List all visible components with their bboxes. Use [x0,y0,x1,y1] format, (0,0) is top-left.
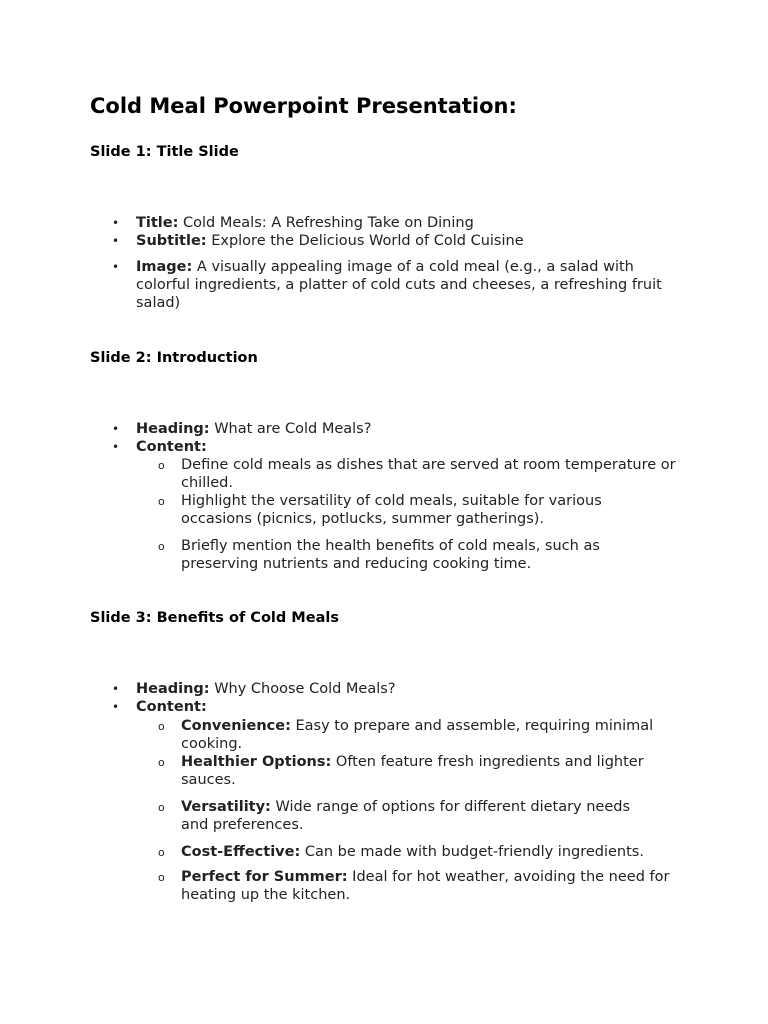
slide-2-content-bullet [136,438,696,456]
bullet-text: Cold Meals: A Refreshing Take on Dining [178,215,474,231]
slide-3-healthier-item [181,753,671,789]
bullet-label: Content: [136,439,207,455]
slide-2-sub-bullet-3: o Briefly mention the health benefits of cold meals, such as preserving nutrients and reducing cooking time. [181,537,641,573]
sub-bullet-label: Perfect for Summer: [181,869,348,885]
slide-3-summer-item [181,868,676,904]
slide-3-convenience-item [181,717,691,753]
bullet-label: Title: [136,215,179,231]
bullet-label: Content: [136,699,207,715]
slide-3-versatility-item [181,798,661,834]
sub-bullet-text: Often feature fresh ingredients and lighter sauces. [181,754,644,788]
slide-3-cost-item [181,843,691,861]
sub-bullet-text: Easy to prepare and assemble, requiring minimal cooking. [181,718,654,752]
slide-2-heading-bullet [136,420,696,438]
sub-bullet-label: Convenience: [181,718,291,734]
bullet-text: A visually appealing image of a cold meal (e.g., a salad with colorful ingredients, a platter of cold cuts and cheeses, a refreshing fruit salad) [136,259,662,311]
bullet-text: Why Choose Cold Meals? [209,681,396,697]
slide-1-heading: Slide 1: Title Slide [90,144,239,160]
document-title: Cold Meal Powerpoint Presentation: [90,94,517,118]
bullet-label: Subtitle: [136,233,207,249]
slide-1-subtitle-bullet [136,232,696,250]
sub-bullet-text: Can be made with budget-friendly ingredients. [300,844,644,860]
bullet-text: What are Cold Meals? [209,421,372,437]
sub-bullet-text: Ideal for hot weather, avoiding the need for heating up the kitchen. [181,869,670,903]
bullet-text: Explore the Delicious World of Cold Cuisine [206,233,524,249]
slide-2-sub-bullet-2: o Highlight the versatility of cold meals, suitable for various occasions (picnics, potlucks, summer gatherings). [181,492,641,528]
bullet-label: Heading: [136,421,210,437]
slide-1-title-bullet [136,214,696,232]
slide-1-image-bullet [136,258,671,312]
sub-bullet-text: Wide range of options for different dietary needs and preferences. [181,799,631,833]
slide-3-heading: Slide 3: Benefits of Cold Meals [90,610,339,626]
slide-3-heading-bullet [136,680,696,698]
sub-bullet-label: Versatility: [181,799,271,815]
bullet-label: Image: [136,259,193,275]
bullet-label: Heading: [136,681,210,697]
slide-3-content-bullet [136,698,696,716]
slide-2-sub-bullet-1: o Define cold meals as dishes that are served at room temperature or chilled. [181,456,691,492]
sub-bullet-label: Healthier Options: [181,754,332,770]
slide-2-heading: Slide 2: Introduction [90,350,258,366]
sub-bullet-label: Cost-Effective: [181,844,301,860]
